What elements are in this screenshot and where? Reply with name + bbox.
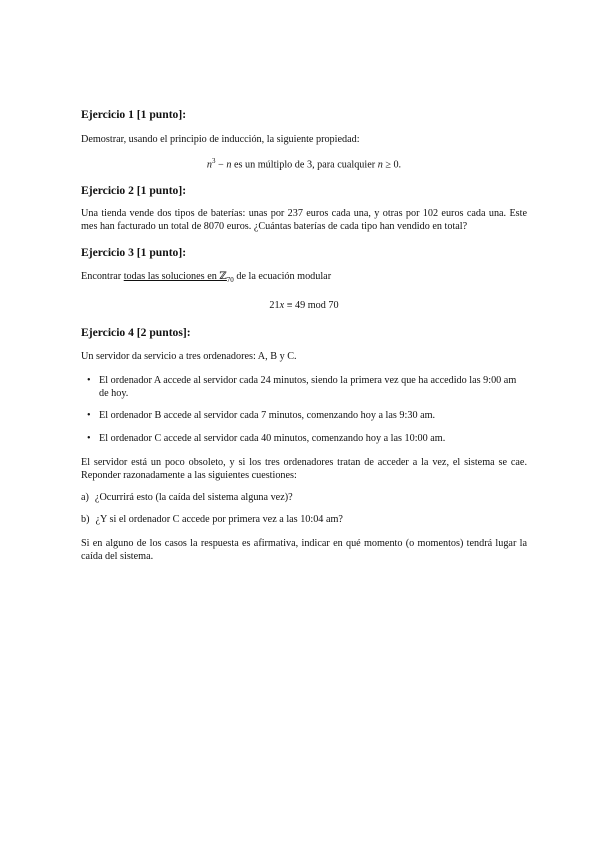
formula-end: ≥ 0.	[382, 159, 402, 171]
exercise-3-text	[81, 270, 527, 287]
list-item-text: El ordenador C accede al servidor cada 40 minutos, comenzando hoy a las 10:00 am.	[99, 433, 446, 445]
option-b	[81, 513, 527, 526]
exercise-3-equation	[81, 299, 527, 312]
document-content	[81, 108, 527, 563]
list-item-text: El ordenador A accede al servidor cada 24 minutos, siendo la primera vez que ha accedido las 9:00 am de hoy.	[99, 375, 517, 400]
bullet-marker: •	[87, 375, 91, 387]
bullet-marker: •	[87, 410, 91, 422]
exercise-4-closing: Si en alguno de los casos la respuesta es afirmativa, indicar en qué momento (o momentos) tendrá lugar la caída del sistema.	[81, 538, 527, 563]
formula-var-n: n	[206, 159, 212, 171]
exercise-4-paragraph: El servidor está un poco obsoleto, y si los tres ordenadores tratan de acceder a la vez, el sistema se cae. Reponder razonadamente a las siguientes cuestiones:	[81, 457, 527, 482]
exercise-1-formula	[81, 155, 527, 171]
equation-coefficient: 21	[269, 300, 280, 312]
formula-exponent: 3	[211, 157, 216, 165]
option-text: ¿Ocurrirá esto (la caída del sistema alguna vez)?	[94, 492, 293, 504]
modulus-subscript: 70	[226, 276, 234, 285]
option-text: ¿Y si el ordenador C accede por primera vez a las 10:04 am?	[95, 514, 343, 526]
equation-variable: x	[279, 300, 285, 312]
exercise-3-text-pre: Encontrar	[81, 271, 124, 283]
exercise-1-text: Demostrar, usando el principio de inducción, la siguiente propiedad:	[81, 134, 360, 145]
formula-minus: −	[215, 159, 227, 171]
exercise-2-text: Una tienda vende dos tipos de baterías: unas por 237 euros cada una, y otras por 102 euros cada una. Este mes han facturado un total de 8070 euros. ¿Cuántas baterías de cada tipo han vendido en total?	[81, 208, 527, 233]
exercise-3-underlined	[123, 271, 234, 285]
underlined-text: todas las soluciones en ℤ	[123, 271, 227, 283]
option-label: a)	[81, 492, 89, 504]
exercise-3-text-post: de la ecuación modular	[233, 271, 332, 283]
list-item	[81, 374, 527, 400]
list-item	[81, 432, 527, 445]
option-label: b)	[81, 514, 90, 526]
list-item-text: El ordenador B accede al servidor cada 7 minutos, comenzando hoy a las 9:30 am.	[99, 410, 436, 422]
option-a	[81, 491, 527, 504]
exercise-4-bullet-list	[81, 374, 527, 445]
exercise-4-title: Ejercicio 4 [2 puntos]:	[81, 326, 191, 340]
exercise-3-title: Ejercicio 3 [1 punto]:	[81, 246, 187, 260]
list-item	[81, 409, 527, 422]
formula-var-n: n	[377, 159, 383, 171]
formula-text: es un múltiplo de 3, para cualquier	[231, 159, 378, 171]
bullet-marker: •	[87, 433, 91, 445]
equation-rhs: ≡ 49 mod 70	[284, 300, 339, 312]
exercise-1-title: Ejercicio 1 [1 punto]:	[81, 108, 187, 121]
exercise-2-title: Ejercicio 2 [1 punto]:	[81, 184, 187, 198]
exercise-4-intro: Un servidor da servicio a tres ordenadores: A, B y C.	[81, 351, 297, 363]
formula-var-n: n	[226, 159, 232, 171]
